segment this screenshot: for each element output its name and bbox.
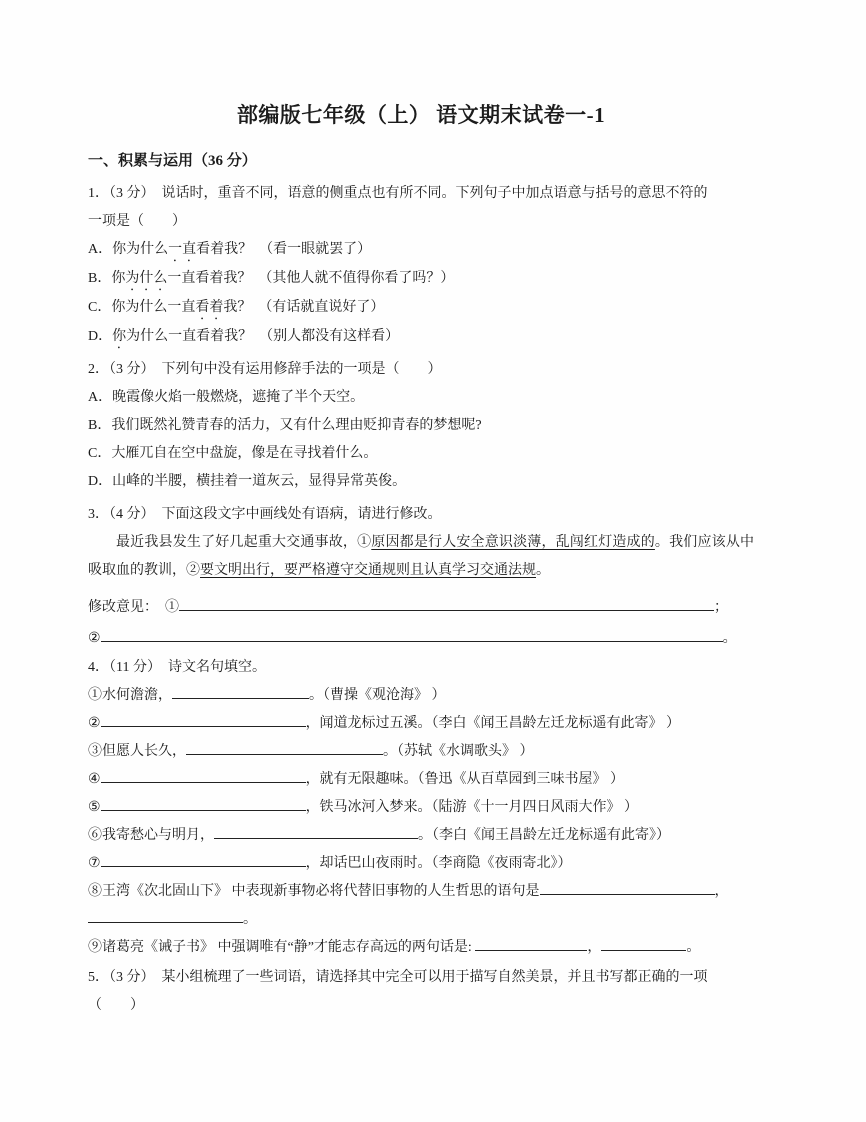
q2-option-b: B．我们既然礼赞青春的活力，又有什么理由贬抑青春的梦想呢? [88,418,482,433]
q1-stem-line1: 1．（3 分） 说话时，重音不同，语意的侧重点也有所不同。下列句子中加点语意与括号的意思不符的 [88,186,708,201]
text-segment: 。（曹操《观沧海》 ） [309,688,446,703]
q4-item-7 [88,850,754,878]
answer-blank [179,596,714,611]
answer-blank [172,684,309,699]
text-segment: 。 [243,912,257,927]
text-segment: A．你为什么 [88,242,169,257]
answer-blank [601,936,686,951]
q1-option-d [88,323,754,352]
q3-stem: 3．（4 分） 下面这段文字中画线处有语病，请进行修改。 [88,507,442,522]
text-segment: 一直看着我？ （其他人就不值得你看了吗？） [167,271,455,286]
q4-item-1 [88,682,754,710]
text-segment: 。 [722,631,737,646]
q4-stem: 4．（11 分） 诗文名句填空。 [88,660,266,675]
text-segment: 。 [686,940,701,955]
q2-option-d: D．山峰的半腰，横挂着一道灰云，显得异常英俊。 [88,474,407,489]
section-heading: 一、积累与运用（36 分） [88,153,257,169]
q4-item-3 [88,738,754,766]
answer-blank [475,936,587,951]
text-segment: C．你为什么一直 [88,300,196,315]
text-segment: ，闻道龙标过五溪。（李白《闻王昌龄左迁龙标遥有此寄》 ） [305,716,681,731]
answer-blank [101,796,306,811]
emphasized-text: 看着 [195,300,224,315]
q1-option-a [88,236,754,265]
answer-blank [540,880,715,895]
answer-blank [101,768,306,783]
q4-item-9 [88,934,754,962]
text-segment: ， [587,940,602,955]
q4-item-6 [88,822,754,850]
answer-blank [101,627,723,642]
text-segment: ，就有无限趣味。（鲁迅《从百草园到三味书屋》 ） [305,772,625,787]
q4-item-4 [88,766,754,794]
text-segment: B．你 [88,271,126,286]
q4-item-2 [88,710,754,738]
q1-stem-line2: 一项是（ ） [88,214,186,229]
text-segment: ，铁马冰河入梦来。（陆游《十一月四日风雨大作》 ） [305,800,639,815]
q2-stem: 2．（3 分） 下列句中没有运用修辞手法的一项是（ ） [88,362,442,377]
text-segment: ⑧王湾《次北固山下》 中表现新事物必将代替旧事物的人生哲思的语句是 [88,884,540,899]
text-segment: ⑦ [88,856,101,871]
text-segment: ⑥我寄愁心与明月， [88,828,214,843]
underlined-text: 要文明出行，要严格遵守交通规则且认真学习交通法规 [200,563,536,578]
text-segment: ， [714,884,729,899]
q5-stem-line1: 5．（3 分） 某小组梳理了一些词语，请选择其中完全可以用于描写自然美景，并且书写都正确的一项 [88,970,708,985]
text-segment: ② [88,631,101,646]
text-segment: 。我们应该从中吸取血的教训，② [88,535,755,578]
text-segment: ④ [88,772,101,787]
text-segment: ，却话巴山夜雨时。（李商隐《夜雨寄北》） [305,856,572,871]
text-segment: ⑨诸葛亮《诫子书》 中强调唯有“静”才能志存高远的两句话是: [88,940,476,955]
text-segment: D． [88,329,113,344]
q5-stem-line2: （ ） [88,998,144,1013]
answer-blank [88,908,243,923]
text-segment: ①水何澹澹， [88,688,172,703]
text-segment: 为什么一直看着我？ （别人都没有这样看） [126,329,400,344]
q4-item-5 [88,794,754,822]
answer-blank [214,824,418,839]
text-segment: 我？ （有话就直说好了） [223,300,385,315]
text-segment: ② [88,716,101,731]
q4-item-8-continued [88,906,754,934]
text-segment: ⑤ [88,800,101,815]
page-title: 部编版七年级（上） 语文期末试卷一-1 [236,103,606,127]
q3-revision-line1 [88,592,754,623]
q1-option-b [88,265,754,294]
q2-option-a: A．晚霞像火焰一般燃烧，遮掩了半个天空。 [88,390,365,405]
answer-blank [101,712,306,727]
text-segment: ； [714,600,728,615]
emphasized-text: 一直 [168,242,197,257]
text-segment: 。（苏轼《水调歌头》 ） [383,744,534,759]
text-segment: 。 [536,563,550,578]
text-segment: 。（李白《闻王昌龄左迁龙标遥有此寄》） [418,828,670,843]
underlined-text: 原因都是行人安全意识淡薄，乱闯红灯造成的 [371,535,655,550]
q3-passage [88,529,754,585]
answer-blank [101,852,306,867]
answer-blank [186,740,383,755]
text-segment: 最近我县发生了好几起重大交通事故，① [116,535,372,550]
emphasized-text: 你 [112,329,127,344]
emphasized-text: 为什么 [125,271,168,286]
text-segment: 看着我？ （看一眼就罢了） [196,242,372,257]
q4-item-8 [88,878,754,906]
q1-option-c [88,294,754,323]
text-segment: 修改意见： ① [88,600,179,615]
q2-option-c: C．大雁兀自在空中盘旋，像是在寻找着什么。 [88,446,378,461]
q3-revision-line2 [88,623,754,654]
text-segment: ③但愿人长久， [88,744,186,759]
